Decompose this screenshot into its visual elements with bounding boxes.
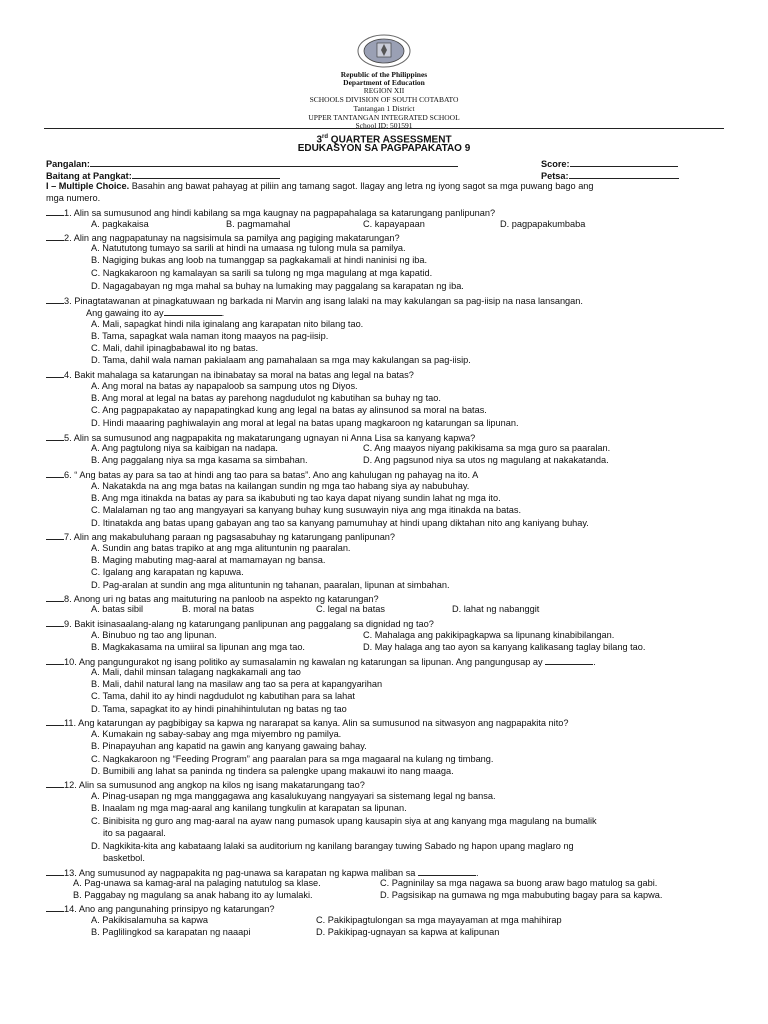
question-12: 12. Alin sa sumusunod ang angkop na kilos ng isang makatarungang tao? bbox=[46, 778, 365, 791]
header-district: Tantangan 1 District bbox=[353, 104, 415, 113]
choice-9d: D. May halaga ang tao ayon sa kanyang kalikasang taglay bilang tao. bbox=[363, 642, 646, 652]
choice-14b: B. Paglilingkod sa karapatan ng naaapi bbox=[91, 927, 251, 937]
choice-7b: B. Maging mabuting mag-aaral at mamamayan ng bansa. bbox=[91, 555, 326, 565]
choice-4a: A. Ang moral na batas ay napapaloob sa sampung utos ng Diyos. bbox=[91, 381, 358, 391]
answer-blank[interactable] bbox=[46, 431, 64, 441]
question-3-cont: Ang gawaing ito ay . bbox=[86, 308, 225, 318]
choice-3d: D. Tama, dahil wala naman pakialaam ang pamahalaan sa mga may kakulangan sa pag-iisip. bbox=[91, 355, 471, 365]
choice-10a: A. Mali, dahil minsan talagang nagkakamali ang tao bbox=[91, 667, 301, 677]
choice-10c: C. Tama, dahil ito ay hindi nagdudulot ng kabutihan para sa lahat bbox=[91, 691, 355, 701]
choice-14c: C. Pakikipagtulongan sa mga mayayaman at mga mahihirap bbox=[316, 915, 562, 925]
choice-3b: B. Tama, sapagkat wala naman itong maayos na pag-iisip. bbox=[91, 331, 329, 341]
answer-blank[interactable] bbox=[46, 617, 64, 627]
choice-5b: B. Ang paggalang niya sa mga kasama sa simbahan. bbox=[91, 455, 308, 465]
question-7: 7. Alin ang makabuluhang paraan ng pagsasabuhay ng katarungang panlipunan? bbox=[46, 530, 395, 543]
choice-8c: C. legal na batas bbox=[316, 604, 385, 614]
choice-14a: A. Pakikisalamuha sa kapwa bbox=[91, 915, 208, 925]
question-14: 14. Ano ang pangunahing prinsipyo ng katarungan? bbox=[46, 902, 274, 915]
choice-13b: B. Paggabay ng magulang sa anak habang ito ay lumalaki. bbox=[73, 890, 313, 900]
choice-12d: D. Nagkikita-kita ang kabataang lalaki sa auditorium ng kanilang barangay tuwing Sabado ng hapon upang maglaro ng bbox=[91, 841, 574, 851]
choice-11d: D. Bumibili ang lahat sa paninda ng tindera sa palengke upang makauwi ito nang maaga. bbox=[91, 766, 454, 776]
choice-12a: A. Pinag-usapan ng mga manggagawa ang kasalukuyang nangyayari sa sistemang legal ng bansa. bbox=[91, 791, 496, 801]
answer-blank[interactable] bbox=[46, 294, 64, 304]
question-5: 5. Alin sa sumusunod ang nagpapakita ng makatarungang ugnayan ni Anna Lisa sa kanyang kapwa? bbox=[46, 431, 475, 444]
choice-9c: C. Mahalaga ang pakikipagkapwa sa lipunang kinabibilangan. bbox=[363, 630, 615, 640]
answer-blank[interactable] bbox=[46, 778, 64, 788]
choice-1b: B. pagmamahal bbox=[226, 219, 291, 229]
choice-4c: C. Ang pagpapakatao ay napapatingkad kung ang legal na batas ay alinsunod sa moral na batas. bbox=[91, 405, 487, 415]
answer-blank[interactable] bbox=[46, 231, 64, 241]
choice-11c: C. Nagkakaroon ng “Feeding Program” ang paaralan para sa mga magaaral na kulang ng timbang. bbox=[91, 754, 494, 764]
quarter-title: 3rd QUARTER ASSESSMENT bbox=[316, 134, 452, 146]
choice-9b: B. Magkakasama na umiiral sa lipunan ang mga tao. bbox=[91, 642, 305, 652]
choice-12d-cont: basketbol. bbox=[103, 853, 145, 863]
question-1: 1. Alin sa sumusunod ang hindi kabilang sa mga kaugnay na pagpapahalaga sa katarungang panlipunan? bbox=[46, 206, 495, 219]
answer-blank[interactable] bbox=[46, 592, 64, 602]
question-8: 8. Anong uri ng batas ang maituturing na panloob na aspekto ng katarungan? bbox=[46, 592, 379, 605]
choice-12b: B. Inaalam ng mga mag-aaral ang kanilang tungkulin at karapatan sa lipunan. bbox=[91, 803, 407, 813]
question-6: 6. “ Ang batas ay para sa tao at hindi ang tao para sa batas”. Ano ang kahulugan ng pahayag na ito. A bbox=[46, 468, 478, 481]
choice-7d: D. Pag-aralan at sundin ang mga alituntunin ng tahanan, paaralan, lipunan at simbahan. bbox=[91, 580, 450, 590]
choice-2b: B. Nagiging bukas ang loob na tumanggap sa pagkakamali at hindi naninisi ng iba. bbox=[91, 255, 428, 265]
choice-8a: A. batas sibil bbox=[91, 604, 144, 614]
choice-1d: D. pagpapakumbaba bbox=[500, 219, 586, 229]
question-3: 3. Pinagtatawanan at pinagkatuwaan ng barkada ni Marvin ang isang lalaki na may kakulangan sa pag-iisip na nasa lansangan. bbox=[46, 294, 583, 307]
choice-11b: B. Pinapayuhan ang kapatid na gawin ang kanyang gawaing bahay. bbox=[91, 741, 367, 751]
choice-5d: D. Ang pagsunod niya sa utos ng magulang at nakakatanda. bbox=[363, 455, 609, 465]
choice-9a: A. Binubuo ng tao ang lipunan. bbox=[91, 630, 217, 640]
answer-blank[interactable] bbox=[46, 655, 64, 665]
header-school-id: School ID: 501591 bbox=[355, 121, 413, 130]
choice-8b: B. moral na batas bbox=[182, 604, 255, 614]
choice-13d: D. Pagsisikap na gumawa ng mga mabubuting bagay para sa kapwa. bbox=[380, 890, 663, 900]
header-region: REGION XII bbox=[363, 86, 405, 95]
instructions: I – Multiple Choice. Basahin ang bawat pahayag at piliin ang tamang sagot. Ilagay ang letra ng iyong sagot sa mga puwang bago ang bbox=[46, 181, 594, 191]
choice-8d: D. lahat ng nabanggit bbox=[452, 604, 540, 614]
answer-blank[interactable] bbox=[46, 530, 64, 540]
choice-6a: A. Nakatakda na ang mga batas na kailangan sundin ng mga tao habang siya ay nabubuhay. bbox=[91, 481, 470, 491]
choice-1c: C. kapayapaan bbox=[363, 219, 425, 229]
choice-12c-cont: ito sa pagaaral. bbox=[103, 828, 166, 838]
choice-2d: D. Nagagabayan ng mga mahal sa buhay na lumaking may paggalang sa karapatan ng iba. bbox=[91, 281, 464, 291]
header-republic: Republic of the Philippines bbox=[340, 70, 428, 79]
date-field[interactable]: Petsa: bbox=[541, 169, 679, 182]
choice-4d: D. Hindi maaaring paghiwalayin ang moral at legal na batas upang magkaroon ng katarungan sa lipunan. bbox=[91, 418, 519, 428]
choice-13a: A. Pag-unawa sa kamag-aral na palaging natutulog sa klase. bbox=[73, 878, 321, 888]
choice-1a: A. pagkakaisa bbox=[91, 219, 149, 229]
instructions-cont: mga numero. bbox=[46, 193, 101, 203]
choice-6d: D. Itinatakda ang batas upang gabayan ang tao sa kanyang pamumuhay at hindi upang diktahan nito ang kaniyang buhay. bbox=[91, 518, 589, 528]
choice-7c: C. Igalang ang karapatan ng kapuwa. bbox=[91, 567, 244, 577]
answer-blank[interactable] bbox=[46, 716, 64, 726]
choice-3c: C. Mali, dahil ipinagbabawal ito ng batas. bbox=[91, 343, 259, 353]
header-divider bbox=[44, 128, 724, 129]
grade-section-field[interactable]: Baitang at Pangkat: bbox=[46, 169, 280, 182]
choice-7a: A. Sundin ang batas trapiko at ang mga alituntunin ng paaralan. bbox=[91, 543, 351, 553]
answer-blank[interactable] bbox=[46, 368, 64, 378]
choice-10b: B. Mali, dahil natural lang na masilaw ang tao sa pera at kapangyarihan bbox=[91, 679, 383, 689]
choice-3a: A. Mali, sapagkat hindi nila iginalang ang karapatan nito bilang tao. bbox=[91, 319, 364, 329]
deped-seal-icon bbox=[356, 34, 412, 68]
score-field[interactable]: Score: bbox=[541, 157, 678, 170]
answer-blank[interactable] bbox=[46, 866, 64, 876]
header-school: UPPER TANTANGAN INTEGRATED SCHOOL bbox=[308, 113, 460, 122]
question-11: 11. Ang katarungan ay pagbibigay sa kapwa ng nararapat sa kanya. Alin sa sumusunod na sitwasyon ang nagpapakita nito? bbox=[46, 716, 568, 729]
answer-blank[interactable] bbox=[46, 902, 64, 912]
question-4: 4. Bakit mahalaga sa katarungan na ibinabatay sa moral na batas ang legal na batas? bbox=[46, 368, 414, 381]
choice-4b: B. Ang moral at legal na batas ay parehong nagdudulot ng kabutihan sa buhay ng tao. bbox=[91, 393, 441, 403]
choice-10d: D. Tama, sapagkat ito ay hindi pinahihintulutan ng batas ng tao bbox=[91, 704, 347, 714]
header-department: Department of Education bbox=[343, 78, 425, 87]
choice-5c: C. Ang maayos niyang pakikisama sa mga guro sa paaralan. bbox=[363, 443, 611, 453]
choice-2a: A. Natututong tumayo sa sarili at hindi na umaasa ng tulong mula sa pamilya. bbox=[91, 243, 406, 253]
choice-13c: C. Pagninilay sa mga nagawa sa buong araw bago matulog sa gabi. bbox=[380, 878, 658, 888]
header-division: SCHOOLS DIVISION OF SOUTH COTABATO bbox=[309, 95, 459, 104]
choice-14d: D. Pakikipag-ugnayan sa kapwa at kalipunan bbox=[316, 927, 500, 937]
choice-2c: C. Nagkakaroon ng kamalayan sa sarili sa tulong ng mga magulang at mga kapatid. bbox=[91, 268, 433, 278]
answer-blank[interactable] bbox=[46, 206, 64, 216]
question-10: 10. Ang pangungurakot ng isang politiko ay sumasalamin ng kawalan ng katarungan sa lipunan. Ang pangungusap ay . bbox=[46, 655, 596, 668]
choice-12c: C. Binibisita ng guro ang mag-aaral na ayaw nang pumasok upang kausapin siya at ang kanyang mga magulang na bumalik bbox=[91, 816, 597, 826]
question-2: 2. Alin ang nagpapatunay na nagsisimula sa pamilya ang pagiging makatarungan? bbox=[46, 231, 400, 244]
answer-blank[interactable] bbox=[46, 468, 64, 478]
choice-11a: A. Kumakain ng sabay-sabay ang mga miyembro ng pamilya. bbox=[91, 729, 342, 739]
choice-5a: A. Ang pagtulong niya sa kaibigan na nadapa. bbox=[91, 443, 278, 453]
name-field[interactable]: Pangalan: bbox=[46, 157, 458, 170]
choice-6c: C. Malalaman ng tao ang mangyayari sa kanyang buhay kung susuwayin niya ang mga itinakda na batas. bbox=[91, 505, 522, 515]
question-9: 9. Bakit isinasaalang-alang ng katarungang panlipunan ang paggalang sa dignidad ng tao? bbox=[46, 617, 434, 630]
subject-title: EDUKASYON SA PAGPAPAKATAO 9 bbox=[297, 143, 471, 154]
question-13: 13. Ang sumusunod ay nagpapakita ng pag-unawa sa karapatan ng kapwa maliban sa . bbox=[46, 866, 479, 879]
choice-6b: B. Ang mga itinakda na batas ay para sa ikabubuti ng tao kaya dapat niyang sundin lahat ng mga ito. bbox=[91, 493, 501, 503]
